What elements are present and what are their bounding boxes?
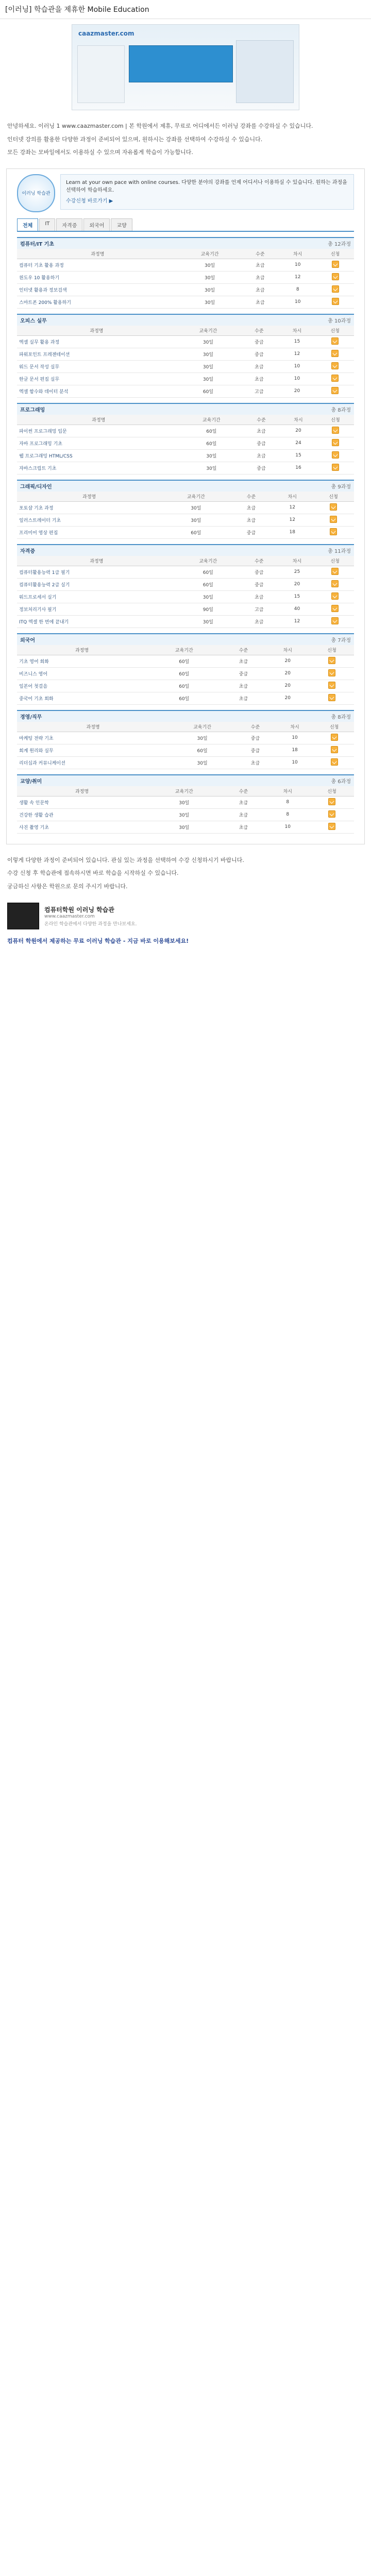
table-row [17, 296, 354, 308]
course-lesson-count: 10 [279, 296, 316, 308]
course-lesson-count: 10 [278, 372, 316, 385]
course-section [17, 544, 354, 628]
course-title-link[interactable]: 한글 문서 편집 실무 [17, 372, 176, 385]
course-lesson-count: 8 [265, 796, 310, 808]
apply-check-icon[interactable] [330, 503, 337, 511]
course-lesson-count: 10 [278, 360, 316, 372]
apply-check-icon[interactable] [328, 823, 335, 830]
section-course-count: 총 8과정 [331, 714, 351, 720]
course-title-link[interactable]: 스마트폰 200% 활용하기 [17, 296, 178, 308]
table-row [17, 680, 354, 692]
course-title-link[interactable]: 건강한 생활 습관 [17, 808, 147, 821]
course-table [17, 492, 354, 539]
course-period: 60일 [161, 526, 230, 538]
section-header [17, 710, 354, 722]
course-title-link[interactable]: 프리미어 영상 편집 [17, 526, 161, 538]
column-header-apply: 신청 [314, 722, 354, 732]
banner-left-panel [77, 45, 125, 103]
course-lesson-count: 25 [278, 566, 316, 578]
column-header-apply: 신청 [316, 249, 354, 259]
table-row [17, 514, 354, 526]
course-level: 중급 [222, 667, 266, 680]
column-header-course: 과정명 [17, 415, 180, 425]
course-level: 초급 [231, 501, 272, 514]
column-header-count: 차시 [280, 415, 317, 425]
column-header-level: 수준 [231, 492, 272, 502]
apply-check-icon[interactable] [331, 617, 339, 624]
course-lesson-count: 40 [278, 603, 316, 615]
course-period: 90일 [176, 603, 240, 615]
course-period: 30일 [169, 756, 235, 769]
apply-now-link[interactable]: 수강신청 바로가기 ▶ [66, 198, 113, 204]
course-level: 초급 [240, 372, 278, 385]
table-row [17, 462, 354, 474]
course-level: 중급 [235, 732, 275, 744]
tab-1[interactable]: IT [39, 218, 55, 231]
course-section [17, 774, 354, 834]
course-level: 초급 [235, 756, 275, 769]
section-header [17, 237, 354, 249]
course-period: 30일 [161, 514, 230, 526]
course-level: 초급 [241, 283, 279, 296]
course-section [17, 314, 354, 398]
card-title: 컴퓨터학원 이러닝 학습관 [44, 906, 114, 913]
course-period: 60일 [147, 692, 222, 704]
column-header-level: 수준 [240, 326, 278, 336]
course-title-link[interactable]: 엑셀 실무 활용 과정 [17, 335, 176, 348]
apply-check-icon[interactable] [332, 298, 339, 305]
course-sections [17, 237, 354, 834]
table-row [17, 744, 354, 756]
course-level: 초급 [241, 259, 279, 271]
section-title: 컴퓨터/IT 기초 [20, 241, 54, 247]
course-section [17, 633, 354, 705]
table-row [17, 271, 354, 283]
section-title: 오피스 실무 [20, 318, 47, 324]
table-row [17, 425, 354, 437]
table-row [17, 692, 354, 704]
course-title-link[interactable]: 자바스크립트 기초 [17, 462, 180, 474]
academy-logo: 이러닝 학습관 [17, 174, 55, 212]
course-title-link[interactable]: 생활 속 인문학 [17, 796, 147, 808]
course-title-link[interactable]: 비즈니스 영어 [17, 667, 147, 680]
apply-check-icon[interactable] [331, 758, 338, 766]
course-period: 30일 [178, 296, 242, 308]
column-header-period: 교육기간 [176, 556, 240, 566]
course-title-link[interactable]: 마케팅 전략 기초 [17, 732, 169, 744]
course-level: 초급 [222, 692, 266, 704]
card-description: 온라인 학습관에서 다양한 과정을 만나보세요. [44, 921, 137, 927]
course-title-link[interactable]: 파워포인트 프레젠테이션 [17, 348, 176, 360]
course-title-link[interactable]: 기초 영어 회화 [17, 655, 147, 667]
course-lesson-count: 12 [279, 271, 316, 283]
apply-check-icon[interactable] [332, 439, 339, 446]
apply-check-icon[interactable] [331, 350, 339, 357]
tab-3[interactable]: 외국어 [83, 218, 110, 231]
column-header-count: 차시 [265, 645, 310, 655]
course-table [17, 556, 354, 628]
section-header [17, 774, 354, 786]
course-period: 30일 [147, 808, 222, 821]
column-header-period: 교육기간 [169, 722, 235, 732]
section-title: 그래픽/디자인 [20, 484, 52, 490]
column-header-period: 교육기간 [178, 249, 242, 259]
column-header-count: 차시 [279, 249, 316, 259]
column-header-apply: 신청 [310, 786, 354, 796]
apply-check-icon[interactable] [331, 734, 338, 741]
course-section [17, 403, 354, 474]
table-row [17, 449, 354, 462]
table-row [17, 372, 354, 385]
course-period: 60일 [176, 385, 240, 397]
course-period: 30일 [176, 372, 240, 385]
table-row [17, 732, 354, 744]
apply-check-icon[interactable] [332, 285, 339, 293]
apply-check-icon[interactable] [330, 516, 337, 523]
course-period: 60일 [180, 437, 243, 449]
course-period: 60일 [176, 566, 240, 578]
course-level: 초급 [243, 449, 280, 462]
column-header-period: 교육기간 [180, 415, 243, 425]
column-header-period: 교육기간 [147, 786, 222, 796]
column-header-course: 과정명 [17, 786, 147, 796]
banner-logo: caazmaster.com [78, 30, 134, 37]
column-header-apply: 신청 [313, 492, 354, 502]
table-row [17, 566, 354, 578]
course-lesson-count: 10 [265, 821, 310, 833]
course-title-link[interactable]: 자바 프로그래밍 기초 [17, 437, 180, 449]
course-lesson-count: 20 [265, 667, 310, 680]
outro-text [0, 850, 371, 897]
banner-main-visual [129, 45, 233, 82]
course-lesson-count: 18 [275, 744, 315, 756]
section-course-count: 총 12과정 [328, 241, 351, 247]
apply-check-icon[interactable] [328, 694, 335, 701]
intro-paragraph-3: 모든 강좌는 모바일에서도 이용하실 수 있으며 자유롭게 학습이 가능합니다. [7, 149, 193, 156]
table-row [17, 283, 354, 296]
course-title-link[interactable]: 컴퓨터활용능력 2급 실기 [17, 578, 176, 590]
course-level: 초급 [241, 271, 279, 283]
course-period: 30일 [161, 501, 230, 514]
apply-check-icon[interactable] [328, 682, 335, 689]
course-period: 30일 [178, 271, 242, 283]
course-lesson-count: 15 [278, 590, 316, 603]
course-title-link[interactable]: 사진 촬영 기초 [17, 821, 147, 833]
catalog-description-text: Learn at your own pace with online courses. 다양한 분야의 강좌를 언제 어디서나 이용하실 수 있습니다. 원하는 과정을 선택하여 학습하세요. [66, 179, 347, 193]
course-lesson-count: 16 [280, 462, 317, 474]
catalog-header [17, 174, 354, 212]
course-period: 30일 [176, 615, 240, 628]
table-row [17, 360, 354, 372]
course-lesson-count: 8 [279, 283, 316, 296]
course-level: 초급 [222, 680, 266, 692]
section-course-count: 총 7과정 [331, 637, 351, 643]
course-period: 30일 [169, 732, 235, 744]
column-header-count: 차시 [275, 722, 315, 732]
course-period: 30일 [180, 462, 243, 474]
column-header-period: 교육기간 [161, 492, 230, 502]
course-title-link[interactable]: 워드 문서 작성 실무 [17, 360, 176, 372]
column-header-apply: 신청 [316, 556, 354, 566]
column-header-period: 교육기간 [176, 326, 240, 336]
course-table [17, 249, 354, 309]
course-table [17, 786, 354, 834]
course-level: 중급 [240, 348, 278, 360]
table-row [17, 667, 354, 680]
category-tabs [17, 218, 354, 232]
column-header-level: 수준 [222, 786, 266, 796]
course-level: 중급 [231, 526, 272, 538]
course-period: 30일 [176, 360, 240, 372]
column-header-course: 과정명 [17, 722, 169, 732]
course-period: 60일 [176, 578, 240, 590]
course-level: 초급 [240, 360, 278, 372]
column-header-count: 차시 [265, 786, 310, 796]
course-lesson-count: 8 [265, 808, 310, 821]
table-row [17, 603, 354, 615]
column-header-level: 수준 [243, 415, 280, 425]
tab-0[interactable]: 전체 [17, 218, 38, 231]
course-title-link[interactable]: 일러스트레이터 기초 [17, 514, 161, 526]
course-lesson-count: 12 [278, 348, 316, 360]
table-row [17, 590, 354, 603]
course-level: 고급 [240, 603, 278, 615]
tab-2[interactable]: 자격증 [56, 218, 82, 231]
section-header [17, 403, 354, 415]
course-title-link[interactable]: 윈도우 10 활용하기 [17, 271, 178, 283]
course-title-link[interactable]: 중국어 기초 회화 [17, 692, 147, 704]
column-header-level: 수준 [222, 645, 266, 655]
apply-check-icon[interactable] [331, 746, 338, 753]
apply-check-icon[interactable] [332, 464, 339, 471]
course-lesson-count: 15 [278, 335, 316, 348]
course-level: 초급 [222, 808, 266, 821]
table-row [17, 526, 354, 538]
column-header-apply: 신청 [316, 326, 354, 336]
course-lesson-count: 20 [265, 692, 310, 704]
table-row [17, 756, 354, 769]
course-table [17, 722, 354, 769]
course-period: 30일 [178, 283, 242, 296]
column-header-course: 과정명 [17, 645, 147, 655]
table-row [17, 578, 354, 590]
apply-check-icon[interactable] [331, 362, 339, 369]
section-course-count: 총 6과정 [331, 778, 351, 785]
column-header-course: 과정명 [17, 492, 161, 502]
apply-check-icon[interactable] [328, 669, 335, 676]
table-row [17, 385, 354, 397]
table-row [17, 259, 354, 271]
table-row [17, 808, 354, 821]
course-lesson-count: 12 [272, 514, 313, 526]
course-level: 중급 [243, 462, 280, 474]
column-header-apply: 신청 [317, 415, 354, 425]
course-lesson-count: 10 [275, 732, 315, 744]
apply-check-icon[interactable] [331, 592, 339, 600]
course-period: 30일 [178, 259, 242, 271]
course-lesson-count: 12 [278, 615, 316, 628]
apply-check-icon[interactable] [328, 657, 335, 664]
course-level: 초급 [241, 296, 279, 308]
course-level: 초급 [222, 821, 266, 833]
course-period: 60일 [147, 680, 222, 692]
course-period: 60일 [180, 425, 243, 437]
course-table [17, 415, 354, 474]
course-period: 30일 [180, 449, 243, 462]
course-lesson-count: 20 [278, 578, 316, 590]
course-period: 60일 [147, 655, 222, 667]
course-lesson-count: 20 [265, 655, 310, 667]
section-title: 프로그래밍 [20, 407, 45, 413]
apply-check-icon[interactable] [332, 427, 339, 434]
column-header-count: 차시 [278, 326, 316, 336]
section-header [17, 314, 354, 326]
course-title-link[interactable]: 엑셀 함수와 데이터 분석 [17, 385, 176, 397]
table-row [17, 615, 354, 628]
column-header-course: 과정명 [17, 249, 178, 259]
course-level: 초급 [243, 425, 280, 437]
course-title-link[interactable]: 회계 원리와 실무 [17, 744, 169, 756]
table-row [17, 501, 354, 514]
banner-side-panel [236, 40, 294, 103]
course-level: 중급 [235, 744, 275, 756]
tab-4[interactable]: 교양 [111, 218, 132, 231]
course-title-link[interactable]: 컴퓨터활용능력 1급 필기 [17, 566, 176, 578]
course-title-link[interactable]: 웹 프로그래밍 HTML/CSS [17, 449, 180, 462]
course-lesson-count: 20 [278, 385, 316, 397]
apply-check-icon[interactable] [332, 273, 339, 280]
course-lesson-count: 18 [272, 526, 313, 538]
section-course-count: 총 8과정 [331, 407, 351, 413]
catalog-description [60, 174, 354, 210]
table-row [17, 437, 354, 449]
section-course-count: 총 9과정 [331, 484, 351, 490]
column-header-apply: 신청 [310, 645, 354, 655]
table-row [17, 335, 354, 348]
intro-text [0, 115, 371, 163]
apply-check-icon[interactable] [331, 568, 339, 575]
outro-paragraph-2: 수강 신청 후 학습관에 접속하시면 바로 학습을 시작하실 수 있습니다. [7, 870, 179, 877]
course-period: 30일 [176, 335, 240, 348]
course-period: 30일 [176, 590, 240, 603]
course-period: 60일 [147, 667, 222, 680]
table-row [17, 348, 354, 360]
course-period: 60일 [169, 744, 235, 756]
promo-banner[interactable] [72, 24, 299, 110]
course-title-link[interactable]: 인터넷 활용과 정보검색 [17, 283, 178, 296]
column-header-count: 차시 [278, 556, 316, 566]
course-table [17, 326, 354, 398]
apply-check-icon[interactable] [332, 451, 339, 459]
section-header [17, 544, 354, 556]
course-title-link[interactable]: 포토샵 기초 과정 [17, 501, 161, 514]
footer-note: 컴퓨터 학원에서 제공하는 무료 이러닝 학습관 - 지금 바로 이용해보세요! [7, 937, 189, 944]
card-meta: www.caazmaster.com [44, 913, 95, 919]
table-row [17, 821, 354, 833]
column-header-level: 수준 [241, 249, 279, 259]
table-row [17, 796, 354, 808]
section-title: 자격증 [20, 548, 35, 554]
apply-check-icon[interactable] [328, 810, 335, 818]
course-period: 30일 [147, 796, 222, 808]
course-title-link[interactable]: ITQ 엑셀 한 번에 끝내기 [17, 615, 176, 628]
apply-check-icon[interactable] [330, 528, 337, 535]
course-section [17, 237, 354, 309]
section-header [17, 480, 354, 492]
column-header-count: 차시 [272, 492, 313, 502]
course-catalog [6, 168, 365, 844]
course-lesson-count: 15 [280, 449, 317, 462]
column-header-level: 수준 [240, 556, 278, 566]
course-lesson-count: 10 [279, 259, 316, 271]
outro-paragraph-3: 궁금하신 사항은 학원으로 문의 주시기 바랍니다. [7, 883, 128, 890]
column-header-period: 교육기간 [147, 645, 222, 655]
course-period: 30일 [147, 821, 222, 833]
laptop-thumbnail-image [7, 903, 39, 929]
outro-paragraph-1: 이렇게 다양한 과정이 준비되어 있습니다. 관심 있는 과정을 선택하여 수강 신청하시기 바랍니다. [7, 856, 244, 863]
course-level: 중급 [240, 335, 278, 348]
course-lesson-count: 10 [275, 756, 315, 769]
apply-check-icon[interactable] [331, 605, 339, 612]
course-level: 중급 [240, 578, 278, 590]
apply-check-icon[interactable] [331, 387, 339, 394]
table-row [17, 655, 354, 667]
course-level: 초급 [222, 655, 266, 667]
apply-check-icon[interactable] [331, 337, 339, 345]
apply-check-icon[interactable] [331, 375, 339, 382]
column-header-level: 수준 [235, 722, 275, 732]
course-lesson-count: 24 [280, 437, 317, 449]
course-level: 고급 [240, 385, 278, 397]
column-header-course: 과정명 [17, 556, 176, 566]
section-title: 경영/직무 [20, 714, 42, 720]
course-level: 초급 [240, 615, 278, 628]
course-title-link[interactable]: 컴퓨터 기초 활용 과정 [17, 259, 178, 271]
course-table [17, 645, 354, 705]
section-title: 교양/취미 [20, 778, 42, 785]
course-title-link[interactable]: 파이썬 프로그래밍 입문 [17, 425, 180, 437]
course-section [17, 480, 354, 539]
section-header [17, 633, 354, 645]
course-lesson-count: 20 [280, 425, 317, 437]
course-level: 초급 [231, 514, 272, 526]
post-title: [이러닝] 학습관을 제휴한 Mobile Education [0, 0, 371, 19]
course-section [17, 710, 354, 769]
course-title-link[interactable]: 워드프로세서 실기 [17, 590, 176, 603]
course-level: 중급 [243, 437, 280, 449]
course-level: 초급 [240, 590, 278, 603]
course-title-link[interactable]: 리더십과 커뮤니케이션 [17, 756, 169, 769]
apply-check-icon[interactable] [331, 580, 339, 587]
apply-check-icon[interactable] [332, 261, 339, 268]
course-level: 초급 [222, 796, 266, 808]
course-period: 30일 [176, 348, 240, 360]
column-header-course: 과정명 [17, 326, 176, 336]
section-course-count: 총 10과정 [328, 318, 351, 324]
course-lesson-count: 20 [265, 680, 310, 692]
link-card[interactable] [7, 903, 364, 929]
apply-check-icon[interactable] [328, 798, 335, 805]
course-level: 중급 [240, 566, 278, 578]
course-lesson-count: 12 [272, 501, 313, 514]
course-title-link[interactable]: 정보처리기사 필기 [17, 603, 176, 615]
section-title: 외국어 [20, 637, 35, 643]
section-course-count: 총 11과정 [328, 548, 351, 554]
intro-paragraph-2: 인터넷 강의를 활용한 다양한 과정이 준비되어 있으며, 원하시는 강좌를 선택하여 수강하실 수 있습니다. [7, 135, 263, 143]
course-title-link[interactable]: 일본어 첫걸음 [17, 680, 147, 692]
intro-paragraph-1: 안녕하세요. 이러닝 1 www.caazmaster.com | 본 학원에서 제휴, 무료로 어디에서든 이러닝 강좌를 수강하실 수 있습니다. [7, 123, 313, 129]
